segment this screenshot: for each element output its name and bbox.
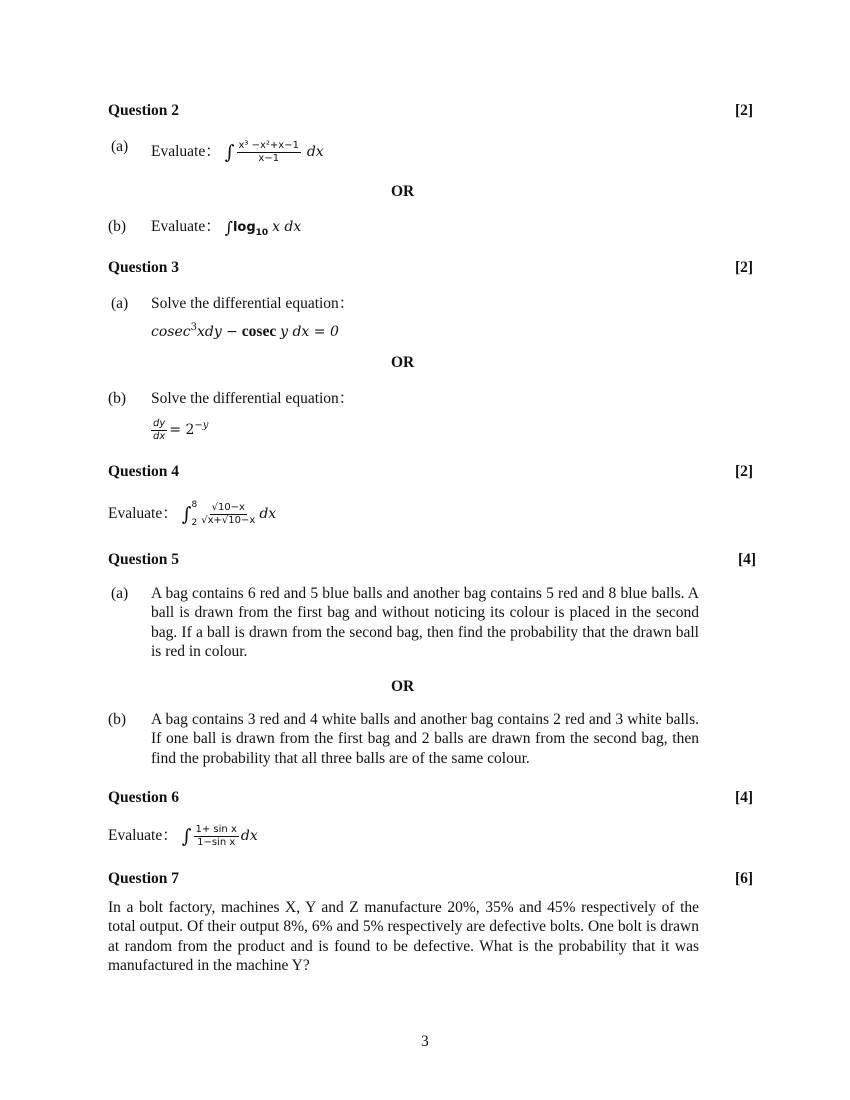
denominator: dx [153, 431, 166, 443]
denominator: x−1 [258, 152, 280, 164]
or-divider: OR [391, 183, 415, 200]
integral-sign: ∫ [224, 217, 233, 237]
q5-a-text: A bag contains 6 red and 5 blue balls and another bag contains 5 red and 8 blue balls. A ball is drawn from the first bag and without noticing its colour is placed in the second bag. If a ball is drawn from the second bag, then find the probability that the drawn ball is red in colour. [151, 585, 699, 660]
fraction [151, 418, 167, 443]
eq-part: = 2 [169, 422, 195, 439]
differential: x dx [272, 219, 302, 235]
q2-b-expression [151, 217, 301, 243]
q3-b-text: Solve the differential equation： [151, 390, 355, 407]
q5-b-text: A bag contains 3 red and 4 white balls and another bag contains 2 red and 3 white balls. If one ball is drawn from the first bag and 2 balls are drawn from the second bag, then find the probability that all three balls are of the same colour. [151, 711, 699, 767]
evaluate-text: Evaluate： [108, 505, 178, 522]
q6-expression [108, 818, 258, 854]
log-base: 10 [255, 228, 269, 239]
differential: dx [240, 828, 258, 844]
eq-part: xdy − [196, 324, 238, 341]
question-5-marks: [4] [738, 551, 757, 568]
evaluate-text: Evaluate： [108, 827, 178, 844]
question-4-marks: [2] [735, 463, 754, 480]
q3-a-equation [151, 318, 339, 342]
page-number: 3 [421, 1033, 429, 1050]
part-b-label: (b) [108, 390, 127, 407]
q3-b-equation [151, 413, 208, 443]
fraction [237, 140, 301, 165]
q2-a-expression [151, 134, 324, 170]
numerator: 1+ sin x [195, 823, 237, 835]
exponent: −y [194, 420, 209, 431]
part-b-label: (b) [108, 711, 127, 728]
integral-sign: ∫ [181, 503, 192, 526]
numerator: dy [153, 418, 166, 430]
eq-part: y dx = 0 [280, 324, 339, 341]
numerator: √10−x [211, 501, 245, 513]
lower-limit: 2 [191, 518, 198, 529]
limits [192, 500, 198, 528]
exponent: 3 [190, 322, 197, 333]
numerator: x³ −x²+x−1 [238, 139, 299, 151]
differential: dx [306, 144, 324, 160]
q4-expression [108, 496, 276, 532]
differential: dx [259, 506, 277, 522]
question-2-title: Question 2 [108, 102, 180, 119]
log-text: log [232, 220, 256, 235]
or-divider: OR [391, 678, 415, 695]
question-5-title: Question 5 [108, 551, 180, 568]
upper-limit: 8 [191, 500, 198, 511]
fraction [194, 824, 239, 849]
eq-part: cosec [241, 323, 277, 341]
evaluate-text: Evaluate： [151, 218, 221, 235]
question-7-title: Question 7 [108, 870, 180, 887]
part-a-label: (a) [111, 585, 129, 602]
integral-sign: ∫ [224, 141, 235, 164]
fraction [199, 502, 257, 527]
part-b-label: (b) [108, 218, 127, 235]
question-2-marks: [2] [735, 102, 754, 119]
eq-part: cosec [151, 324, 191, 341]
part-a-label: (a) [111, 295, 129, 312]
question-3-title: Question 3 [108, 259, 180, 276]
question-7-marks: [6] [735, 870, 754, 887]
part-a-label: (a) [111, 138, 129, 155]
integral-sign: ∫ [181, 825, 192, 848]
or-divider: OR [391, 354, 415, 371]
question-6-title: Question 6 [108, 789, 180, 806]
question-6-marks: [4] [735, 789, 754, 806]
q7-text: In a bolt factory, machines X, Y and Z manufacture 20%, 35% and 45% respectively of the total output. Of their output 8%, 6% and 5% respectively are defective bolts. One bolt is drawn at random from the product and is found to be defective. What is the probability that it was manufactured in the machine Y? [108, 899, 699, 974]
denominator: 1−sin x [197, 836, 236, 848]
evaluate-text: Evaluate： [151, 143, 221, 160]
question-3-marks: [2] [735, 259, 754, 276]
question-4-title: Question 4 [108, 463, 180, 480]
denominator: √x+√10−x [201, 514, 256, 526]
q3-a-text: Solve the differential equation： [151, 295, 355, 312]
